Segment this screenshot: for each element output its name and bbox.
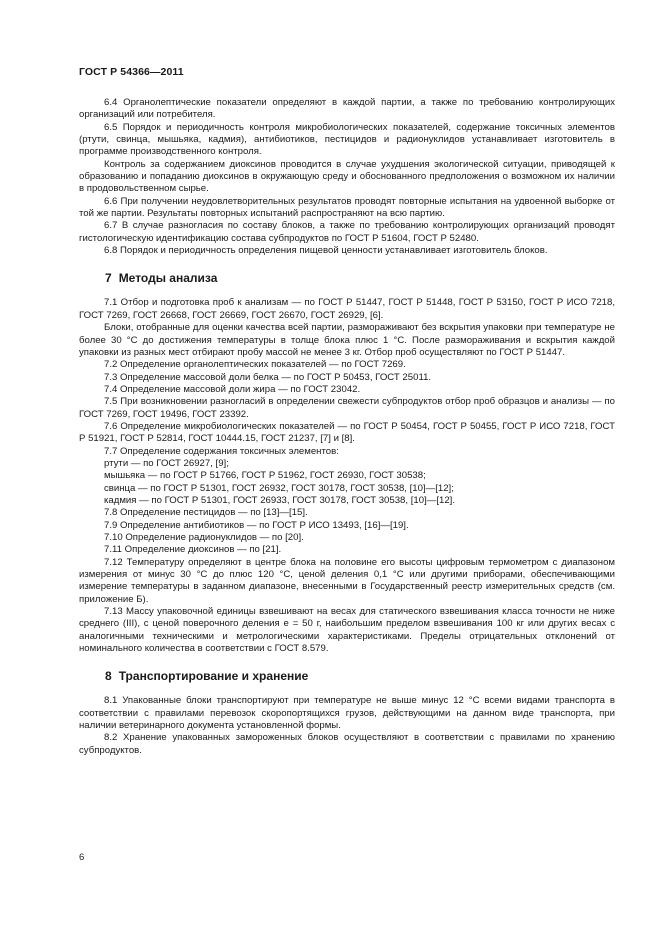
paragraph: 6.4 Органолептические показатели определяют в каждой партии, а также по требованию контролирующих организаций или потребителя. (79, 97, 615, 121)
text-line: мышьяка — по ГОСТ Р 51766, ГОСТ Р 51962, ГОСТ 26930, ГОСТ 30538; (104, 470, 426, 482)
page-number: 6 (79, 852, 85, 863)
paragraph: 8.2 Хранение упакованных замороженных блоков осуществляют в соответствии с правилами по хранению субпродуктов. (79, 732, 615, 756)
text-line: 7.3 Определение массовой доли белка — по ГОСТ Р 50453, ГОСТ 25011. (104, 371, 432, 383)
paragraph: 7.1 Отбор и подготовка проб к анализам — по ГОСТ Р 51447, ГОСТ Р 51448, ГОСТ Р 53150, ГОСТ Р ИСО 7218, ГОСТ 7269, ГОСТ 26668, ГОСТ 26669, ГОСТ 26670, ГОСТ 26929, [6]. (79, 297, 615, 321)
section-heading-7 (79, 271, 615, 285)
text-line: кадмия — по ГОСТ Р 51301, ГОСТ 26933, ГОСТ 30178, ГОСТ 30538, [10]—[12]. (104, 494, 455, 506)
text-line: 7.10 Определение радионуклидов — по [20]. (104, 532, 304, 543)
text-line: 7.4 Определение массовой доли жира — по ГОСТ 23042. (104, 383, 361, 395)
section-title: Методы анализа (118, 271, 218, 286)
section-number: 8 (105, 669, 112, 684)
paragraph: Контроль за содержанием диоксинов проводится в случае ухудшения экологической ситуации, приводящей к образованию и попаданию диоксинов в окружающую среду и обоснованного предположения о возможном их наличии в продовольственном сырье. (79, 158, 615, 195)
paragraph: 6.8 Порядок и периодичность определения пищевой ценности устанавливает изготовитель блоков. (104, 245, 548, 257)
paragraph: 7.12 Температуру определяют в центре блока на половине его высоты цифровым термометром с диапазоном измерения от минус 30 °С до плюс 120 °С, ценой деления 0,1 °С или другими приборами, обеспечивающими измерение температуры в заданном диапазоне, внесенными в Государственный реестр измерительных средств (см. приложение Б). (79, 556, 615, 605)
paragraph: 6.5 Порядок и периодичность контроля микробиологических показателей, содержание токсичных элементов (ртути, свинца, мышьяка, кадмия), антибиотиков, пестицидов и радионуклидов устанавливает изготовитель в программе производственного контроля. (79, 121, 615, 158)
paragraph: Блоки, отобранные для оценки качества всей партии, размораживают без вскрытия упаковки при температуре не более 30 °С до достижения температуры в толще блока плюс 1 °С. После размораживания и вскрытия каждой упаковки из разных мест отбирают пробу массой не менее 3 кг. Отбор проб осуществляют по ГОСТ Р 51447. (79, 322, 615, 358)
document-body (79, 97, 615, 757)
text-line: 7.7 Определение содержания токсичных элементов: (104, 445, 339, 457)
paragraph: 8.1 Упакованные блоки транспортируют при температуре не выше минус 12 °С всеми видами транспорта в соответствии с правилами перевозок скоропортящихся грузов, действующими на данном виде транспорта, при наличии ветеринарного документа установленной формы. (79, 695, 615, 732)
text-line: 7.2 Определение органолептических показателей — по ГОСТ 7269. (104, 359, 406, 371)
text-line: 7.9 Определение антибиотиков — по ГОСТ Р ИСО 13493, [16]—[19]. (104, 519, 409, 531)
paragraph: 6.6 При получении неудовлетворительных результатов проводят повторные испытания на удвоенной выборке от той же партии. Результаты повторных испытаний распространяют на всю партию. (79, 195, 615, 220)
paragraph: 7.13 Массу упаковочной единицы взвешивают на весах для статического взвешивания класса точности не ниже среднего (III), с ценой поверочного деления e = 50 г, наибольшим пределом взвешивания 100 кг или других весах с аналогичными техническими и метрологическими характеристиками. Пределы отрицательных отклонений от номинального количества в соответствии с ГОСТ 8.579. (79, 606, 615, 655)
text-line: 7.11 Определение диоксинов — по [21]. (104, 544, 282, 556)
paragraph: 7.5 При возникновении разногласий в определении свежести субпродуктов отбор проб образцов и анализы — по ГОСТ 7269, ГОСТ 19496, ГОСТ 23392. (79, 396, 615, 420)
section-title: Транспортирование и хранение (118, 669, 309, 684)
document-code-header: ГОСТ Р 54366—2011 (79, 66, 184, 78)
paragraph: 6.7 В случае разногласия по составу блоков, а также по требованию контролирующих организаций проводят гистологическую идентификацию состава субпродуктов по ГОСТ Р 51604, ГОСТ Р 52480. (79, 220, 615, 244)
section-number: 7 (105, 271, 112, 286)
text-line: 7.8 Определение пестицидов — по [13]—[15]. (104, 507, 308, 519)
paragraph: 7.6 Определение микробиологических показателей — по ГОСТ Р 50454, ГОСТ Р 50455, ГОСТ Р ИСО 7218, ГОСТ Р 51921, ГОСТ Р 52814, ГОСТ 10444.15, ГОСТ 21237, [7] и [8]. (79, 420, 615, 445)
section-heading-8 (79, 669, 615, 683)
text-line: свинца — по ГОСТ Р 51301, ГОСТ 26932, ГОСТ 30178, ГОСТ 30538, [10]—[12]; (104, 482, 454, 494)
text-line: ртути — по ГОСТ 26927, [9]; (104, 457, 229, 469)
